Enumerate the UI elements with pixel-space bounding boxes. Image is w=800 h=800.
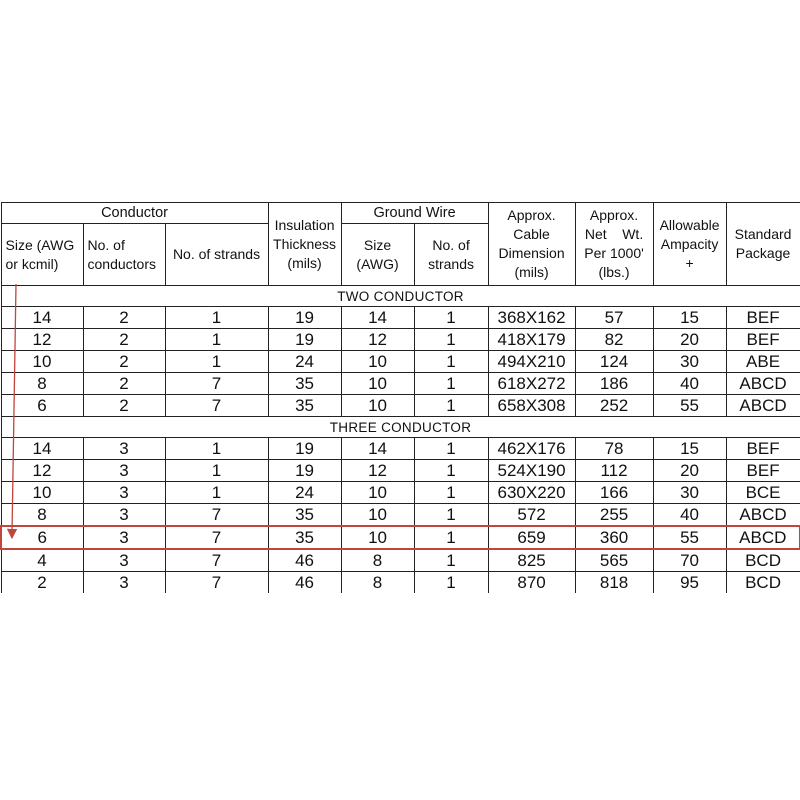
- no-conductors-header: No. of conductors: [83, 224, 165, 286]
- table-cell: 70: [653, 549, 726, 572]
- ground-size-header: Size (AWG): [341, 224, 414, 286]
- table-cell: 1: [165, 329, 268, 351]
- net-weight-header: Approx. Net Wt. Per 1000' (lbs.): [575, 203, 653, 286]
- cable-spec-table: [0, 202, 800, 593]
- table-cell: 124: [575, 351, 653, 373]
- table-cell: 14: [1, 307, 83, 329]
- table-cell: 19: [268, 460, 341, 482]
- table-cell: 3: [83, 482, 165, 504]
- table-cell: 8: [1, 373, 83, 395]
- table-cell: BCD: [726, 549, 800, 572]
- table-cell: 1: [414, 482, 488, 504]
- section-title: THREE CONDUCTOR: [1, 417, 800, 438]
- table-cell: BEF: [726, 329, 800, 351]
- table-cell: 40: [653, 373, 726, 395]
- table-cell: 15: [653, 307, 726, 329]
- table-cell: ABCD: [726, 373, 800, 395]
- table-row: [1, 460, 800, 482]
- table-cell: 55: [653, 526, 726, 549]
- table-cell: 1: [414, 460, 488, 482]
- table-cell: BCD: [726, 572, 800, 594]
- table-cell: BEF: [726, 438, 800, 460]
- table-cell: 24: [268, 351, 341, 373]
- table-cell: 10: [1, 351, 83, 373]
- table-cell: 95: [653, 572, 726, 594]
- table-cell: 1: [414, 351, 488, 373]
- table-cell: BCE: [726, 482, 800, 504]
- table-cell: 1: [414, 526, 488, 549]
- table-cell: 30: [653, 482, 726, 504]
- table-cell: 1: [414, 373, 488, 395]
- table-cell: 1: [414, 307, 488, 329]
- table-cell: 12: [341, 329, 414, 351]
- table-cell: 35: [268, 373, 341, 395]
- table-cell: 3: [83, 504, 165, 527]
- table-cell: 3: [83, 572, 165, 594]
- table-cell: 2: [83, 395, 165, 417]
- table-cell: 10: [341, 395, 414, 417]
- table-cell: 12: [1, 460, 83, 482]
- table-cell: 658X308: [488, 395, 575, 417]
- table-cell: 30: [653, 351, 726, 373]
- table-cell: 14: [1, 438, 83, 460]
- table-cell: 7: [165, 373, 268, 395]
- table-cell: 1: [414, 504, 488, 527]
- table-cell: 659: [488, 526, 575, 549]
- table-cell: 10: [341, 482, 414, 504]
- table-cell: 82: [575, 329, 653, 351]
- table-cell: 1: [414, 395, 488, 417]
- table-cell: 494X210: [488, 351, 575, 373]
- section-header-row: [1, 417, 800, 438]
- table-row: [1, 307, 800, 329]
- ground-wire-group-header: Ground Wire: [341, 203, 488, 224]
- table-cell: 870: [488, 572, 575, 594]
- table-cell: 46: [268, 549, 341, 572]
- no-strands-header: No. of strands: [165, 224, 268, 286]
- table-cell: 8: [341, 572, 414, 594]
- table-cell: 35: [268, 504, 341, 527]
- table-row: [1, 482, 800, 504]
- table-row: [1, 504, 800, 527]
- table-cell: 1: [165, 438, 268, 460]
- table-cell: 1: [414, 438, 488, 460]
- table-body: [1, 286, 800, 594]
- table-cell: 2: [1, 572, 83, 594]
- table-cell: BEF: [726, 460, 800, 482]
- table-cell: 55: [653, 395, 726, 417]
- table-cell: 360: [575, 526, 653, 549]
- table-cell: 462X176: [488, 438, 575, 460]
- table-cell: 6: [1, 395, 83, 417]
- table-cell: 10: [1, 482, 83, 504]
- section-title: TWO CONDUCTOR: [1, 286, 800, 307]
- table-cell: 825: [488, 549, 575, 572]
- table-cell: 14: [341, 438, 414, 460]
- table-cell: 1: [165, 460, 268, 482]
- table-cell: 7: [165, 572, 268, 594]
- table-cell: 8: [1, 504, 83, 527]
- table-row: [1, 572, 800, 594]
- table-cell: 418X179: [488, 329, 575, 351]
- table-row: [1, 373, 800, 395]
- table-cell: ABCD: [726, 395, 800, 417]
- table-cell: 35: [268, 395, 341, 417]
- size-awg-header: Size (AWG or kcmil): [1, 224, 83, 286]
- table-row: [1, 395, 800, 417]
- table-cell: 19: [268, 307, 341, 329]
- table-cell: 1: [165, 351, 268, 373]
- table-cell: 1: [414, 549, 488, 572]
- table-cell: 1: [414, 329, 488, 351]
- table-cell: 252: [575, 395, 653, 417]
- table-cell: 7: [165, 526, 268, 549]
- table-cell: 2: [83, 351, 165, 373]
- table-cell: 19: [268, 329, 341, 351]
- insulation-header: Insulation Thickness (mils): [268, 203, 341, 286]
- table-cell: 46: [268, 572, 341, 594]
- table-cell: 57: [575, 307, 653, 329]
- section-header-row: [1, 286, 800, 307]
- table-cell: ABCD: [726, 526, 800, 549]
- table-cell: 4: [1, 549, 83, 572]
- table-cell: 3: [83, 526, 165, 549]
- table-cell: ABCD: [726, 504, 800, 527]
- table-row: [1, 351, 800, 373]
- ampacity-header: Allowable Ampacity +: [653, 203, 726, 286]
- table-cell: 2: [83, 307, 165, 329]
- table-cell: 2: [83, 329, 165, 351]
- table-cell: 186: [575, 373, 653, 395]
- table-cell: 3: [83, 549, 165, 572]
- table-cell: 630X220: [488, 482, 575, 504]
- table-cell: 368X162: [488, 307, 575, 329]
- table-cell: 618X272: [488, 373, 575, 395]
- table-cell: 8: [341, 549, 414, 572]
- table-cell: 3: [83, 438, 165, 460]
- table-cell: 24: [268, 482, 341, 504]
- table-row: [1, 526, 800, 549]
- table-cell: 40: [653, 504, 726, 527]
- table-cell: 12: [341, 460, 414, 482]
- table-cell: 572: [488, 504, 575, 527]
- table-cell: 20: [653, 329, 726, 351]
- table-cell: 14: [341, 307, 414, 329]
- table-cell: 35: [268, 526, 341, 549]
- table-cell: 565: [575, 549, 653, 572]
- table-cell: 166: [575, 482, 653, 504]
- table-cell: 1: [165, 307, 268, 329]
- table-cell: 7: [165, 504, 268, 527]
- table-cell: 19: [268, 438, 341, 460]
- table-row: [1, 549, 800, 572]
- table-cell: 255: [575, 504, 653, 527]
- table-cell: 1: [165, 482, 268, 504]
- table-cell: 20: [653, 460, 726, 482]
- table-cell: 524X190: [488, 460, 575, 482]
- table-cell: 7: [165, 549, 268, 572]
- table-cell: 7: [165, 395, 268, 417]
- ground-strands-header: No. of strands: [414, 224, 488, 286]
- table-cell: 78: [575, 438, 653, 460]
- table-cell: 10: [341, 504, 414, 527]
- table-cell: 1: [414, 572, 488, 594]
- package-header: Standard Package: [726, 203, 800, 286]
- cable-dimension-header: Approx. Cable Dimension (mils): [488, 203, 575, 286]
- table-cell: 6: [1, 526, 83, 549]
- table-row: [1, 329, 800, 351]
- conductor-group-header: Conductor: [1, 203, 268, 224]
- table-cell: 2: [83, 373, 165, 395]
- table-cell: 15: [653, 438, 726, 460]
- table-cell: ABE: [726, 351, 800, 373]
- table-cell: 10: [341, 373, 414, 395]
- table-cell: 112: [575, 460, 653, 482]
- table-cell: BEF: [726, 307, 800, 329]
- table-cell: 3: [83, 460, 165, 482]
- table-cell: 818: [575, 572, 653, 594]
- table-cell: 10: [341, 351, 414, 373]
- table-cell: 10: [341, 526, 414, 549]
- table-cell: 12: [1, 329, 83, 351]
- table-row: [1, 438, 800, 460]
